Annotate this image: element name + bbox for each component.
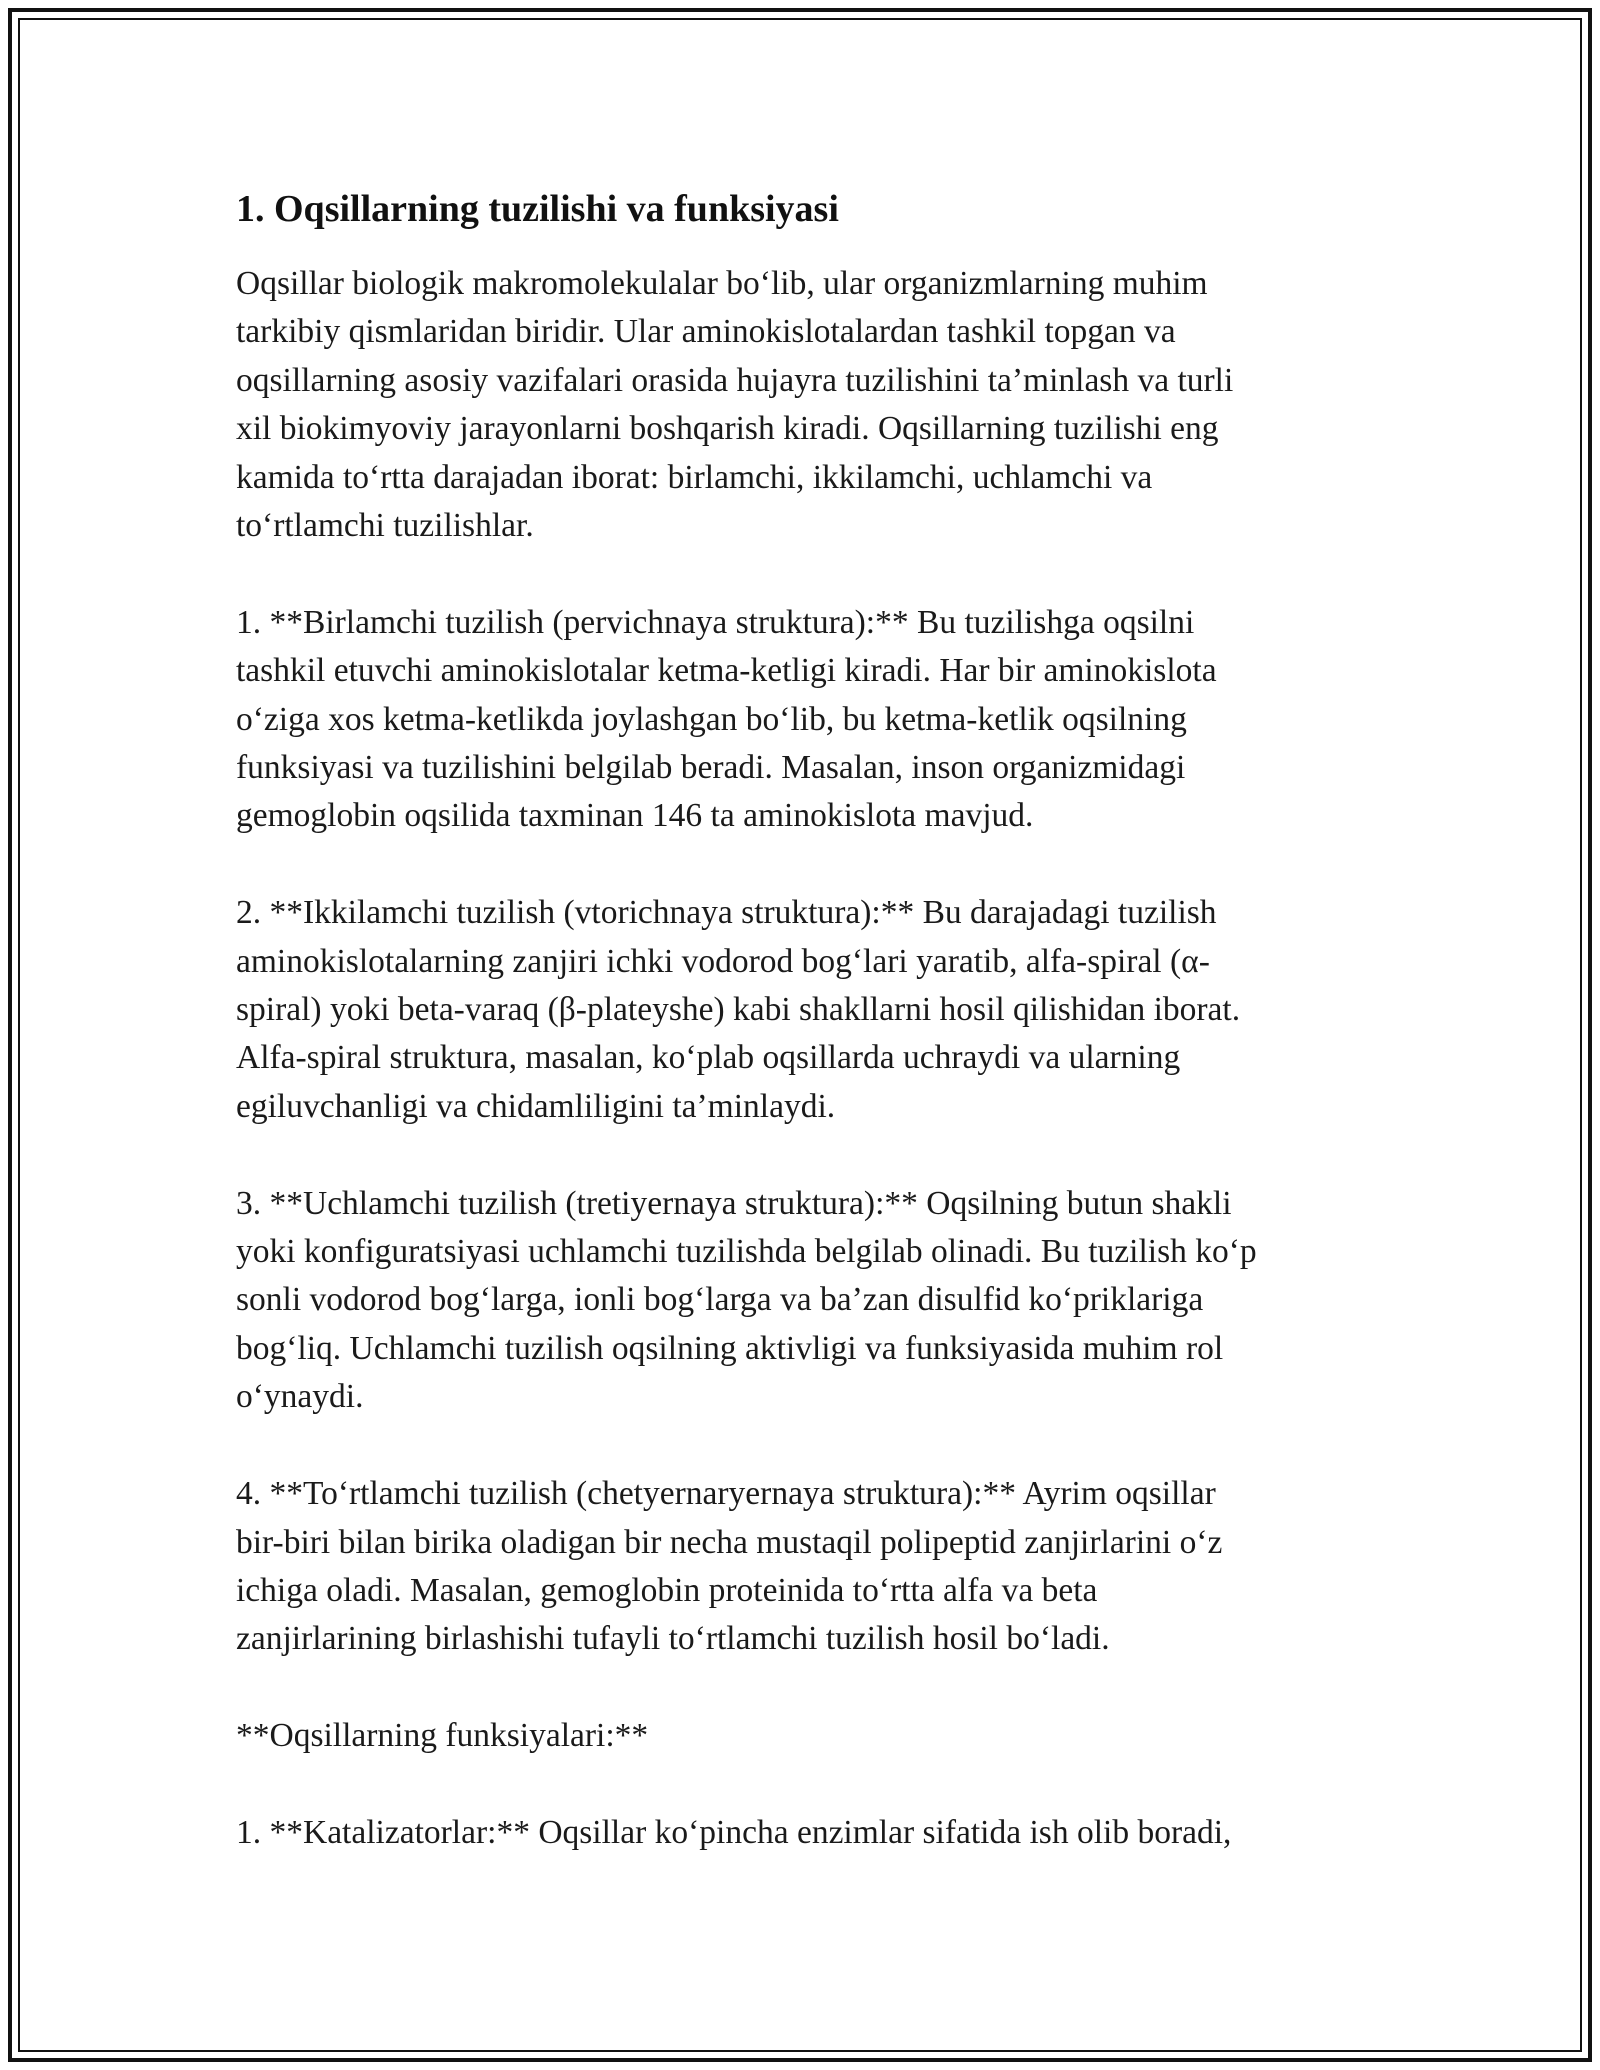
paragraph-line: **Oqsillarning funksiyalari:** [236,1717,649,1755]
paragraph-line: yoki konfiguratsiyasi uchlamchi tuzilishda belgilab olinadi. Bu tuzilish ko‘p [236,1233,1257,1271]
paragraph-line: Oqsillar biologik makromolekulalar bo‘lib, ular organizmlarning muhim [236,265,1208,302]
paragraph-line: Alfa-spiral struktura, masalan, ko‘plab oqsillarda uchraydi va ularning [236,1039,1181,1077]
paragraph-line: ichiga oladi. Masalan, gemoglobin proteinida to‘rtta alfa va beta [236,1571,1098,1609]
paragraph-line: 3. **Uchlamchi tuzilish (tretiyernaya struktura):** Oqsilning butun shakli [236,1184,1232,1222]
paragraph-line: o‘ynaydi. [236,1378,364,1416]
paragraph-line: gemoglobin oqsilida taxminan 146 ta aminokislota mavjud. [236,797,1034,835]
paragraph-line: bir-biri bilan birika oladigan bir necha mustaqil polipeptid zanjirlarini o‘z [236,1523,1223,1561]
paragraph-line: kamida to‘rtta darajadan iborat: birlamchi, ikkilamchi, uchlamchi va [236,458,1153,496]
paragraph-line: xil biokimyoviy jarayonlarni boshqarish kiradi. Oqsillarning tuzilishi eng [236,410,1219,448]
paragraph-line: zanjirlarining birlashishi tufayli to‘rtlamchi tuzilish hosil bo‘ladi. [236,1620,1110,1658]
paragraph-line: 1. **Katalizatorlar:** Oqsillar ko‘pincha enzimlar sifatida ish olib boradi, [236,1813,1232,1851]
paragraph-line: to‘rtlamchi tuzilishlar. [236,507,534,545]
primary-structure-paragraph [236,599,1366,841]
paragraph-line: spiral) yoki beta-varaq (β-plateyshe) kabi shakllarni hosil qilishidan iborat. [236,991,1241,1029]
paragraph-line: 1. **Birlamchi tuzilish (pervichnaya struktura):** Bu tuzilishga oqsilni [236,603,1195,641]
paragraph-line: 4. **To‘rtlamchi tuzilish (chetyernaryernaya struktura):** Ayrim oqsillar [236,1475,1216,1513]
paragraph-line: o‘ziga xos ketma-ketlikda joylashgan bo‘lib, bu ketma-ketlik oqsilning [236,700,1187,738]
quaternary-structure-paragraph [236,1470,1366,1664]
catalysts-paragraph [236,1809,1366,1857]
tertiary-structure-paragraph [236,1180,1366,1422]
paragraph-line: funksiyasi va tuzilishini belgilab beradi. Masalan, inson organizmidagi [236,749,1186,787]
document-body [236,184,1366,1906]
paragraph-line: tashkil etuvchi aminokislotalar ketma-ketligi kiradi. Har bir aminokislota [236,652,1217,690]
paragraph-line: 2. **Ikkilamchi tuzilish (vtorichnaya struktura):** Bu darajadagi tuzilish [236,894,1217,932]
section-heading: 1. Oqsillarning tuzilishi va funksiyasi [236,188,839,230]
paragraph-line: sonli vodorod bog‘larga, ionli bog‘larga va ba’zan disulfid ko‘priklariga [236,1281,1204,1319]
paragraph-line: tarkibiy qismlaridan biridir. Ular aminokislotalardan tashkil topgan va [236,313,1176,351]
paragraph-line: egiluvchanligi va chidamliligini ta’minlaydi. [236,1087,836,1125]
paragraph-line: oqsillarning asosiy vazifalari orasida hujayra tuzilishini ta’minlash va turli [236,361,1234,399]
paragraph-line: bog‘liq. Uchlamchi tuzilish oqsilning aktivligi va funksiyasida muhim rol [236,1329,1224,1367]
secondary-structure-paragraph [236,889,1366,1131]
intro-paragraph [236,260,1366,550]
functions-subheading-paragraph [236,1712,1366,1760]
paragraph-line: aminokislotalarning zanjiri ichki vodorod bog‘lari yaratib, alfa-spiral (α- [236,942,1210,980]
